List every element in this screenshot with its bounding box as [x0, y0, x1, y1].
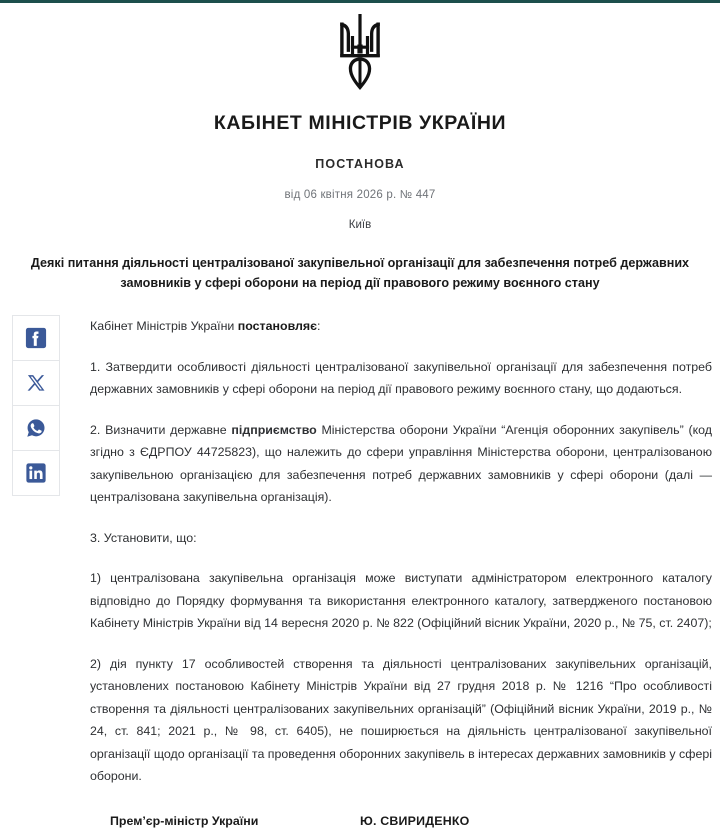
- signature-row: [110, 814, 710, 828]
- document-text-column: [90, 315, 712, 788]
- document-page: [0, 3, 720, 828]
- paragraph-1: 1. Затвердити особливості діяльності централізованої закупівельної організації для забезпечення потреб державних замовників у сфері оборони на період дії правового режиму воєнного стану, що додаються.: [90, 359, 712, 396]
- facebook-icon: [25, 327, 47, 349]
- paragraph-intro: [90, 315, 712, 338]
- signature-role: Прем’єр-міністр України: [110, 813, 259, 828]
- share-button-facebook[interactable]: [13, 316, 59, 361]
- signature-name: Ю. СВИРИДЕНКО: [360, 813, 470, 828]
- intro-bold: постановляє: [237, 319, 317, 333]
- emblem-container: [0, 3, 720, 97]
- share-button-x[interactable]: [13, 361, 59, 406]
- linkedin-icon: [25, 462, 47, 484]
- document-title: Деякі питання діяльності централізованої закупівельної організації для забезпечення потреб державних замовників у сфері оборони на період дії правового режиму воєнного стану: [30, 256, 690, 290]
- paragraph-3-item-2: 2) дія пункту 17 особливостей створення та діяльності централізованих закупівельних організацій, установлених постановою Кабінету Міністрів України від 27 грудня 2018 р. № 1216 “Про особливості створення та діяльності централізованих закупівельних організацій” (Офіційний вісник України, 2019 р., № 24, ст. 841; 2021 р., № 98, ст. 6405), не поширюється на діяльність централізованої закупівельної організації щодо організації та проведення оборонних закупівель в інтересах державних замовників у сфері оборони.: [90, 656, 712, 783]
- paragraph-3-item-1: 1) централізована закупівельна організація може виступати адміністратором електронного каталогу відповідно до Порядку формування та використання електронного каталогу, затвердженого постановою Кабінету Міністрів України від 14 вересня 2020 р. № 822 (Офіційний вісник України, 2020 р., № 75, ст. 2407);: [90, 571, 712, 630]
- p2-before: 2. Визначити державне: [90, 422, 232, 437]
- p2-enterprise-link[interactable]: підприємство: [231, 422, 317, 437]
- paragraph-2: [90, 419, 712, 509]
- document-date-number: від 06 квітня 2026 р. № 447: [284, 189, 436, 201]
- organization-title: КАБІНЕТ МІНІСТРІВ УКРАЇНИ: [213, 112, 507, 134]
- document-city: Київ: [348, 219, 372, 231]
- intro-prefix: Кабінет Міністрів України: [90, 319, 238, 333]
- ukraine-trident-emblem: [334, 14, 386, 90]
- intro-suffix: :: [316, 319, 321, 333]
- whatsapp-icon: [25, 417, 47, 439]
- paragraph-3: 3. Установити, що:: [90, 530, 197, 545]
- x-twitter-icon: [26, 373, 47, 394]
- social-share-rail: [12, 315, 60, 496]
- document-kind: ПОСТАНОВА: [315, 157, 405, 171]
- document-body-area: [0, 315, 720, 828]
- share-button-whatsapp[interactable]: [13, 406, 59, 451]
- share-button-linkedin[interactable]: [13, 451, 59, 496]
- p2-after: Міністерства оборони України “Агенція оборонних закупівель” (код згідно з ЄДРПОУ 44725823), що належить до сфери управління Міністерства оборони, централізованою закупівельною організацією для забезпечення потреб державних замовників у сфері оборони (далі — централізована закупівельна організація).: [90, 422, 712, 504]
